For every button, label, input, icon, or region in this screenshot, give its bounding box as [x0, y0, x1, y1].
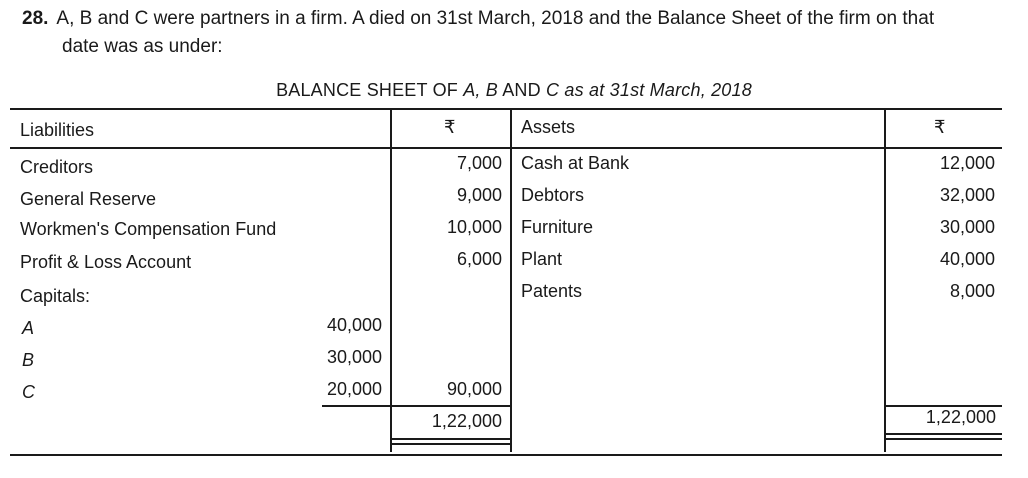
liability-amount: 7,000 — [456, 153, 502, 173]
question-number: 28. — [22, 8, 49, 29]
capital-partner: B — [22, 350, 35, 370]
asset-label: Furniture — [521, 217, 594, 237]
divider-right-amount — [884, 110, 886, 452]
question-line-1: A, B and C were partners in a firm. A died on 31st March, 2018 and the Balance Sheet of the firm on that — [56, 8, 935, 29]
header-bottom-rule — [10, 147, 1002, 149]
liability-amount: 10,000 — [446, 217, 502, 237]
asset-label: Plant — [521, 249, 563, 269]
divider-middle — [510, 110, 512, 452]
asset-amount: 30,000 — [939, 217, 995, 237]
header-liabilities: Liabilities — [20, 120, 95, 140]
table-top-rule — [10, 108, 1002, 110]
total-right: 1,22,000 — [925, 407, 996, 427]
total-top-rule-left — [390, 405, 510, 407]
liability-label: Profit & Loss Account — [20, 252, 192, 272]
header-assets: Assets — [521, 117, 576, 137]
asset-amount: 8,000 — [949, 281, 995, 301]
total-left: 1,22,000 — [431, 411, 502, 431]
title-prefix: BALANCE SHEET OF — [276, 80, 464, 100]
capital-amount: 30,000 — [326, 347, 382, 367]
total-double-rule-right-1 — [884, 433, 1002, 435]
question-line-2: date was as under: — [62, 36, 223, 57]
divider-left-amount — [390, 110, 392, 452]
capital-partner: C — [22, 382, 35, 402]
balance-sheet-title — [0, 80, 1028, 101]
liability-label: Capitals: — [20, 286, 91, 306]
liability-label: Creditors — [20, 157, 94, 177]
title-mid: AND — [498, 80, 547, 100]
asset-amount: 40,000 — [939, 249, 995, 269]
liability-amount: 6,000 — [456, 249, 502, 269]
total-double-rule-left-2 — [390, 443, 510, 445]
asset-label: Debtors — [521, 185, 585, 205]
question-text — [22, 6, 1012, 32]
total-double-rule-right-2 — [884, 438, 1002, 440]
capitals-total: 90,000 — [446, 379, 502, 399]
asset-amount: 32,000 — [939, 185, 995, 205]
liability-label: Workmen's Compensation Fund — [20, 219, 277, 239]
liability-amount: 9,000 — [456, 185, 502, 205]
capital-partner: A — [22, 318, 35, 338]
header-rupee-left: ₹ — [444, 117, 456, 137]
liability-label: General Reserve — [20, 189, 157, 209]
capital-amount: 40,000 — [326, 315, 382, 335]
asset-amount: 12,000 — [939, 153, 995, 173]
capitals-underline — [322, 405, 390, 407]
header-rupee-right: ₹ — [934, 117, 946, 137]
asset-label: Cash at Bank — [521, 153, 630, 173]
asset-label: Patents — [521, 281, 583, 301]
title-italic-2: C as at 31st March, 2018 — [546, 80, 752, 100]
title-italic-1: A, B — [463, 80, 499, 100]
total-double-rule-left-1 — [390, 438, 510, 440]
capital-amount: 20,000 — [326, 379, 382, 399]
table-bottom-rule — [10, 454, 1002, 456]
